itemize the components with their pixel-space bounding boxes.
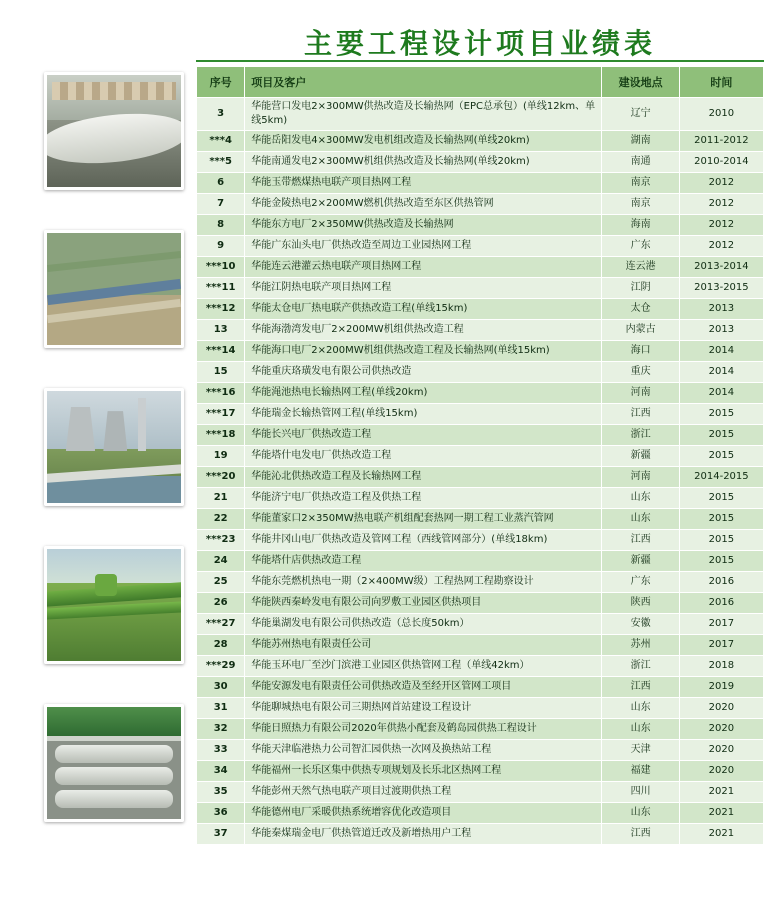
cell-place: 河南	[602, 383, 679, 404]
cell-no: ***29	[197, 656, 245, 677]
cell-place: 陕西	[602, 593, 679, 614]
cell-project: 华能玉环电厂至沙门滨港工业园区供热管网工程（单线42km）	[245, 656, 602, 677]
cell-project: 华能塔什电发电厂供热改造工程	[245, 446, 602, 467]
cell-project: 华能太仓电厂热电联产供热改造工程(单线15km)	[245, 299, 602, 320]
cell-project: 华能巢湖发电有限公司供热改造（总长度50km）	[245, 614, 602, 635]
cell-time: 2011-2012	[679, 131, 763, 152]
cell-no: ***27	[197, 614, 245, 635]
cell-place: 山东	[602, 719, 679, 740]
photo-green-pipeline-field	[44, 546, 184, 664]
cell-place: 南通	[602, 152, 679, 173]
cell-project: 华能玉带燃煤热电联产项目热网工程	[245, 173, 602, 194]
cell-no: ***14	[197, 341, 245, 362]
cell-no: ***11	[197, 278, 245, 299]
cell-no: 24	[197, 551, 245, 572]
cell-time: 2017	[679, 635, 763, 656]
cell-project: 华能岳阳发电4×300MW发电机组改造及长输热网(单线20km)	[245, 131, 602, 152]
cell-no: 8	[197, 215, 245, 236]
cell-no: 34	[197, 761, 245, 782]
cell-place: 湖南	[602, 131, 679, 152]
cell-project: 华能沁北供热改造工程及长输热网工程	[245, 467, 602, 488]
cell-project: 华能聊城热电有限公司三期热网首站建设工程设计	[245, 698, 602, 719]
cell-no: ***17	[197, 404, 245, 425]
table-row	[197, 194, 764, 215]
column-header-project: 项目及客户	[245, 67, 602, 98]
cell-no: 26	[197, 593, 245, 614]
cell-no: 21	[197, 488, 245, 509]
cell-no: 35	[197, 782, 245, 803]
cell-place: 江阴	[602, 278, 679, 299]
cell-no: ***23	[197, 530, 245, 551]
cell-no: ***18	[197, 425, 245, 446]
table-row	[197, 173, 764, 194]
cell-project: 华能重庆珞璜发电有限公司供热改造	[245, 362, 602, 383]
table-row	[197, 425, 764, 446]
table-row	[197, 761, 764, 782]
cell-place: 南京	[602, 173, 679, 194]
photo-power-plant	[44, 388, 184, 506]
table-row	[197, 131, 764, 152]
photo-aerial-site	[44, 230, 184, 348]
cell-no: ***4	[197, 131, 245, 152]
cell-no: 3	[197, 98, 245, 131]
table-row	[197, 299, 764, 320]
cell-time: 2012	[679, 194, 763, 215]
cell-place: 山东	[602, 488, 679, 509]
cell-time: 2013-2014	[679, 257, 763, 278]
cell-place: 太仓	[602, 299, 679, 320]
column-header-no: 序号	[197, 67, 245, 98]
cell-place: 海南	[602, 215, 679, 236]
cell-time: 2020	[679, 719, 763, 740]
cell-place: 广东	[602, 572, 679, 593]
cell-time: 2020	[679, 761, 763, 782]
cell-project: 华能日照热力有限公司2020年供热小配套及鹤岛园供热工程设计	[245, 719, 602, 740]
cell-time: 2015	[679, 551, 763, 572]
table-row	[197, 593, 764, 614]
page-title: 主要工程设计项目业绩表	[303, 27, 656, 60]
cell-place: 山东	[602, 698, 679, 719]
cell-project: 华能董家口2×350MW热电联产机组配套热网一期工程工业蒸汽管网	[245, 509, 602, 530]
column-header-time: 时间	[679, 67, 763, 98]
table-row	[197, 257, 764, 278]
cell-place: 江西	[602, 824, 679, 845]
table-row	[197, 614, 764, 635]
cell-time: 2017	[679, 614, 763, 635]
table-row	[197, 467, 764, 488]
cell-no: 30	[197, 677, 245, 698]
table-row	[197, 782, 764, 803]
table-row	[197, 215, 764, 236]
table-row	[197, 740, 764, 761]
cell-time: 2012	[679, 215, 763, 236]
cell-project: 华能海口电厂2×200MW机组供热改造工程及长输热网(单线15km)	[245, 341, 602, 362]
cell-place: 南京	[602, 194, 679, 215]
cell-no: ***20	[197, 467, 245, 488]
cell-time: 2015	[679, 530, 763, 551]
cell-time: 2019	[679, 677, 763, 698]
table-row	[197, 236, 764, 257]
table-header	[197, 67, 764, 98]
cell-time: 2021	[679, 782, 763, 803]
table-row	[197, 404, 764, 425]
cell-no: 36	[197, 803, 245, 824]
cell-place: 山东	[602, 509, 679, 530]
cell-project: 华能济宁电厂供热改造工程及供热工程	[245, 488, 602, 509]
cell-place: 山东	[602, 803, 679, 824]
cell-no: 7	[197, 194, 245, 215]
cell-time: 2014-2015	[679, 467, 763, 488]
table-row	[197, 98, 764, 131]
table-row	[197, 509, 764, 530]
table-row	[197, 698, 764, 719]
cell-no: 9	[197, 236, 245, 257]
cell-time: 2020	[679, 740, 763, 761]
cell-project: 华能彭州天然气热电联产项目过渡期供热工程	[245, 782, 602, 803]
cell-no: 28	[197, 635, 245, 656]
cell-place: 河南	[602, 467, 679, 488]
cell-time: 2021	[679, 803, 763, 824]
cell-project: 华能塔什店供热改造工程	[245, 551, 602, 572]
cell-time: 2013	[679, 299, 763, 320]
cell-project: 华能苏州热电有限责任公司	[245, 635, 602, 656]
table-row	[197, 719, 764, 740]
cell-time: 2016	[679, 572, 763, 593]
column-header-place: 建设地点	[602, 67, 679, 98]
cell-place: 浙江	[602, 656, 679, 677]
table-row	[197, 803, 764, 824]
cell-no: ***12	[197, 299, 245, 320]
cell-project: 华能渑池热电长输热网工程(单线20km)	[245, 383, 602, 404]
cell-time: 2021	[679, 824, 763, 845]
table-row	[197, 446, 764, 467]
projects-table	[196, 66, 764, 845]
cell-time: 2015	[679, 404, 763, 425]
cell-time: 2015	[679, 446, 763, 467]
cell-place: 福建	[602, 761, 679, 782]
table-row	[197, 152, 764, 173]
cell-time: 2015	[679, 509, 763, 530]
cell-project: 华能秦煤瑞金电厂供热管道迁改及新增热用户工程	[245, 824, 602, 845]
cell-project: 华能长兴电厂供热改造工程	[245, 425, 602, 446]
cell-place: 江西	[602, 530, 679, 551]
table-row	[197, 677, 764, 698]
cell-time: 2014	[679, 362, 763, 383]
cell-time: 2015	[679, 425, 763, 446]
cell-project: 华能南通发电2×300MW机组供热改造及长输热网(单线20km)	[245, 152, 602, 173]
cell-place: 内蒙古	[602, 320, 679, 341]
cell-no: 13	[197, 320, 245, 341]
table-body	[197, 98, 764, 845]
cell-place: 苏州	[602, 635, 679, 656]
cell-time: 2010	[679, 98, 763, 131]
cell-place: 安徽	[602, 614, 679, 635]
table-row	[197, 656, 764, 677]
cell-place: 新疆	[602, 551, 679, 572]
cell-project: 华能德州电厂采暖供热系统增容优化改造项目	[245, 803, 602, 824]
cell-place: 天津	[602, 740, 679, 761]
table-row	[197, 320, 764, 341]
cell-place: 新疆	[602, 446, 679, 467]
cell-project: 华能东方电厂2×350MW供热改造及长输热网	[245, 215, 602, 236]
cell-no: ***16	[197, 383, 245, 404]
cell-place: 辽宁	[602, 98, 679, 131]
cell-no: 6	[197, 173, 245, 194]
cell-place: 江西	[602, 404, 679, 425]
cell-no: 31	[197, 698, 245, 719]
table-row	[197, 341, 764, 362]
table-row	[197, 383, 764, 404]
cell-time: 2014	[679, 341, 763, 362]
cell-place: 浙江	[602, 425, 679, 446]
photo-pipeline-tunnel	[44, 72, 184, 190]
cell-project: 华能江阴热电联产项目热网工程	[245, 278, 602, 299]
cell-project: 华能营口发电2×300MW供热改造及长输热网（EPC总承包）(单线12km、单线5km)	[245, 98, 602, 131]
cell-time: 2014	[679, 383, 763, 404]
cell-time: 2020	[679, 698, 763, 719]
cell-project: 华能福州一长乐区集中供热专项规划及长乐北区热网工程	[245, 761, 602, 782]
cell-no: 37	[197, 824, 245, 845]
table-row	[197, 278, 764, 299]
cell-time: 2012	[679, 236, 763, 257]
table-row	[197, 635, 764, 656]
table-header-row	[197, 67, 764, 98]
cell-no: 19	[197, 446, 245, 467]
cell-place: 海口	[602, 341, 679, 362]
cell-time: 2016	[679, 593, 763, 614]
cell-no: 32	[197, 719, 245, 740]
cell-place: 四川	[602, 782, 679, 803]
cell-no: 33	[197, 740, 245, 761]
cell-place: 江西	[602, 677, 679, 698]
cell-project: 华能井冈山电厂供热改造及管网工程（西线管网部分）(单线18km)	[245, 530, 602, 551]
cell-project: 华能金陵热电2×200MW燃机供热改造至东区供热管网	[245, 194, 602, 215]
title-divider	[196, 60, 764, 62]
cell-no: ***10	[197, 257, 245, 278]
cell-no: ***5	[197, 152, 245, 173]
table-row	[197, 551, 764, 572]
cell-project: 华能安源发电有限责任公司供热改造及至经开区管网工项目	[245, 677, 602, 698]
cell-time: 2018	[679, 656, 763, 677]
cell-project: 华能海渤湾发电厂2×200MW机组供热改造工程	[245, 320, 602, 341]
cell-time: 2013	[679, 320, 763, 341]
table-row	[197, 362, 764, 383]
cell-place: 重庆	[602, 362, 679, 383]
cell-time: 2013-2015	[679, 278, 763, 299]
cell-time: 2012	[679, 173, 763, 194]
table-row	[197, 530, 764, 551]
cell-time: 2010-2014	[679, 152, 763, 173]
cell-place: 广东	[602, 236, 679, 257]
photo-strip	[44, 72, 184, 862]
cell-no: 15	[197, 362, 245, 383]
photo-heat-exchanger-hall	[44, 704, 184, 822]
table-row	[197, 488, 764, 509]
cell-project: 华能天津临港热力公司智汇园供热一次网及换热站工程	[245, 740, 602, 761]
table-row	[197, 572, 764, 593]
cell-project: 华能陕西秦岭发电有限公司向罗敷工业园区供热项目	[245, 593, 602, 614]
cell-place: 连云港	[602, 257, 679, 278]
cell-no: 25	[197, 572, 245, 593]
cell-time: 2015	[679, 488, 763, 509]
cell-no: 22	[197, 509, 245, 530]
cell-project: 华能连云港灌云热电联产项目热网工程	[245, 257, 602, 278]
cell-project: 华能广东汕头电厂供热改造至周边工业园热网工程	[245, 236, 602, 257]
cell-project: 华能瑞金长输热管网工程(单线15km)	[245, 404, 602, 425]
cell-project: 华能东莞燃机热电一期（2×400MW级）工程热网工程勘察设计	[245, 572, 602, 593]
table-row	[197, 824, 764, 845]
